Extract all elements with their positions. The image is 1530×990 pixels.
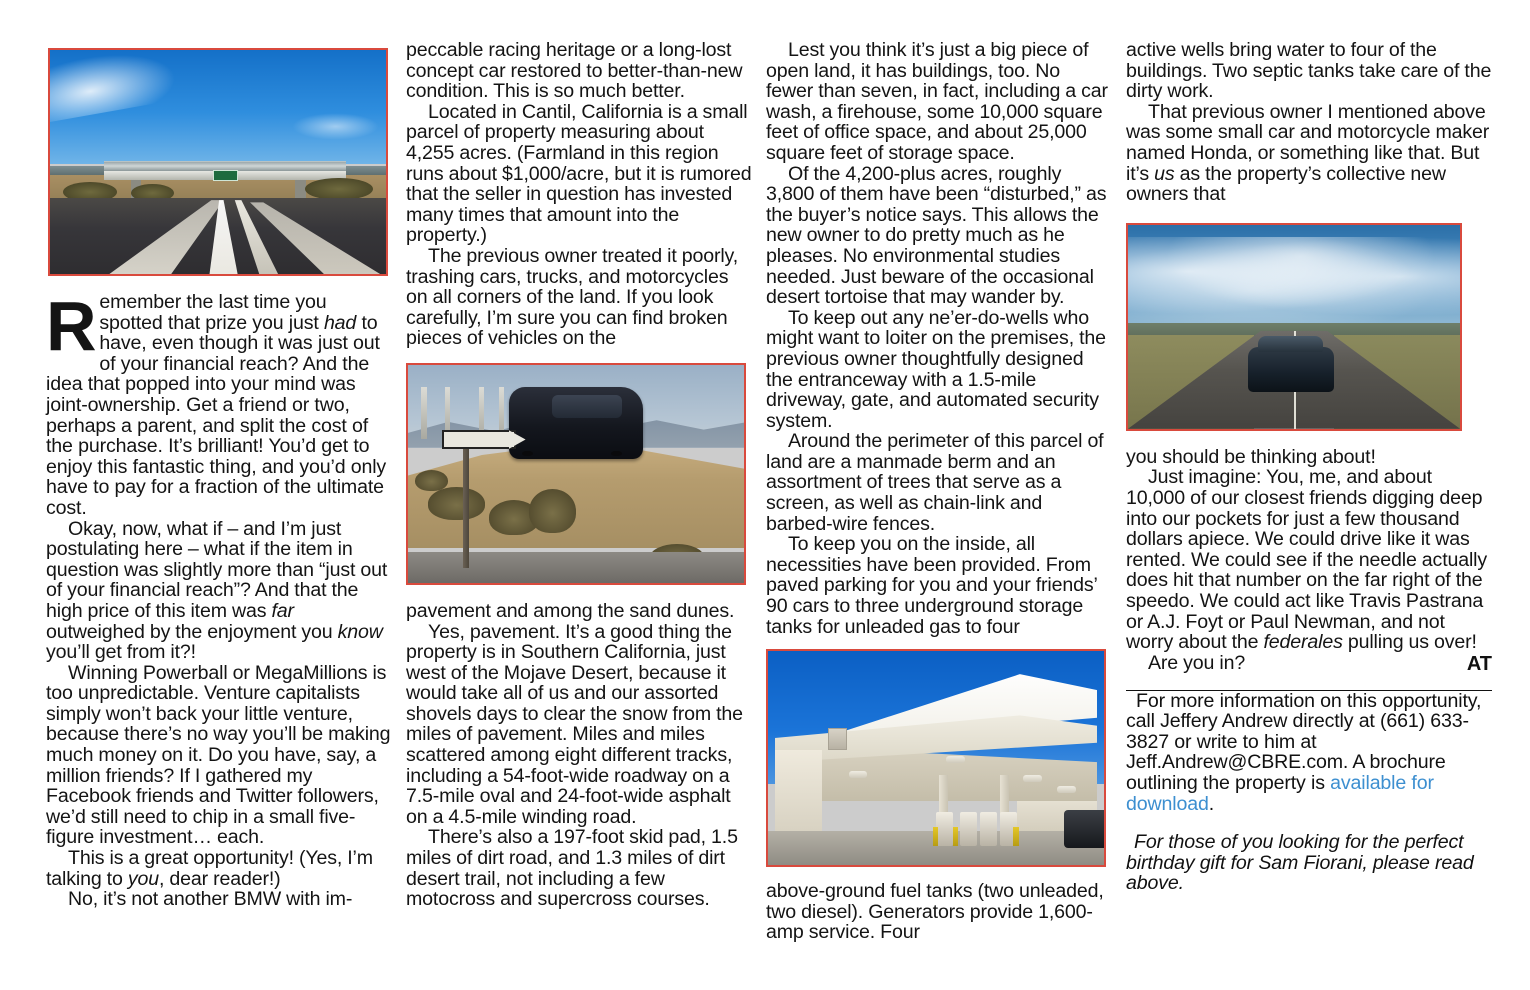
contact-period: . xyxy=(1208,792,1214,815)
paragraph: Winning Powerball or MegaMillions is too unpredictable. Venture capitalists simply won’t back your little venture, because there’s no way you’ll be making much money on it. Do you have, say, a million friends? If I gathered my Facebook friends and Twitter followers, we’d still need to chip in a small five-figure investment… each. xyxy=(46,661,391,849)
column-1 xyxy=(46,40,406,950)
fuel-pump xyxy=(960,812,977,846)
emphasis-us: us xyxy=(1154,162,1175,185)
paved-road xyxy=(408,552,744,583)
desert-bush xyxy=(529,489,576,533)
column-4 xyxy=(1126,40,1492,950)
paragraph: Just imagine: You, me, and about 10,000 of our closest friends digging deep into our pockets for just a few thousand dollars apiece. We could drive like it was rented. We could see if the needle actually does hit that number on the far right of the speedo. We could act like Travis Pastrana or A.J. Foyt or Paul Newman, and not worry about the federales pulling us over! xyxy=(1126,466,1488,654)
wheel xyxy=(522,451,533,457)
canopy-light xyxy=(1057,786,1076,793)
utility-pole xyxy=(421,387,426,439)
directional-sign xyxy=(442,430,516,449)
canopy-light xyxy=(946,756,965,763)
station-wall xyxy=(775,750,822,831)
dark-car-vehicle xyxy=(1248,347,1334,392)
emphasis-know: know xyxy=(337,620,383,643)
safety-bollard xyxy=(933,827,938,846)
editor-footer-note: For those of you looking for the perfect birthday gift for Sam Fiorani, please read above. xyxy=(1126,831,1474,895)
paragraph-final: Are you in? xyxy=(1148,651,1246,674)
contact-body: For more information on this opportunity, call Jeffery Andrew directly at (661) 633-3827 or write to him at Jeff.Andrew@CBRE.com. A brochure outlining the property is xyxy=(1126,689,1482,795)
paragraph: pavement and among the sand dunes. xyxy=(406,599,735,622)
canopy-light xyxy=(849,771,868,778)
paragraph: peccable racing heritage or a long-lost concept car restored to better-than-new condition. This is so much better. xyxy=(406,39,743,103)
emphasis-you: you xyxy=(127,867,159,890)
sign-post xyxy=(463,437,468,568)
paragraph: The previous owner treated it poorly, trashing cars, trucks, and motorcycles on all corners of the land. If you look carefully, I’m sure you can find broken pieces of vehicles on the xyxy=(406,244,739,350)
end-mark: AT xyxy=(1466,652,1492,675)
safety-bollard xyxy=(953,827,958,846)
emphasis-far: far xyxy=(271,599,294,622)
highway-overpass-photo xyxy=(48,48,388,276)
desert-brush xyxy=(305,178,372,200)
paragraph: To keep out any ne’er-do-wells who might want to loiter on the premises, the previous owner thoughtfully designed the entranceway with a 1.5-mile driveway, gate, and automated security system. xyxy=(766,306,1106,432)
desert-bush xyxy=(415,470,449,492)
cloud-cover xyxy=(1128,237,1460,323)
paragraph: you should be thinking about! xyxy=(1126,445,1376,468)
green-highway-sign xyxy=(213,170,239,181)
fuel-pump xyxy=(980,812,997,846)
contact-info-box xyxy=(1126,691,1492,815)
column-2 xyxy=(406,40,766,950)
gas-station-canopy-photo xyxy=(766,649,1106,867)
paragraph: To keep you on the inside, all necessities have been provided. From paved parking for you and your friends’ 90 cars to three underground storage tanks for unleaded gas to four xyxy=(766,533,1097,638)
dark-suv-vehicle xyxy=(509,387,643,459)
paragraph: No, it’s not another BMW with im- xyxy=(68,888,353,911)
paragraph: Yes, pavement. It’s a good thing the property is in Southern California, just west of the Mojave Desert, because it would take all of us and our assorted shovels days to clear the snow from the miles of pavement. Miles and miles scattered among eight different tracks, including a 54-foot-wide roadway on a 7.5-mile oval and 24-foot-wide asphalt on a 4.5-mile winding road. xyxy=(406,620,743,828)
drop-cap-letter: R xyxy=(46,287,97,365)
fuel-pump xyxy=(936,812,953,846)
desert-bush xyxy=(428,487,485,520)
contact-text xyxy=(1126,691,1492,815)
paragraph: Of the 4,200-plus acres, roughly 3,800 of them have been “disturbed,” as the buyer’s notice says. This allows the new owner to do pretty much as he pleases. No environmental studies needed. Just beware of the occasional desert tortoise that may wander by. xyxy=(766,162,1107,309)
paragraph: Located in Cantil, California is a small parcel of property measuring about 4,255 acres. (Farmland in this region runs about $1,000/acre, but it is rumored that the seller in question has invested many times that amount into the property.) xyxy=(406,100,752,247)
paragraph: active wells bring water to four of the buildings. Two septic tanks take care of the dirty work. xyxy=(1126,39,1492,103)
paragraph: There’s also a 197-foot skid pad, 1.5 miles of dirt road, and 1.3 miles of dirt desert trail, not including a few motocross and supercross courses. xyxy=(406,826,738,911)
paragraph: This is a great opportunity! (Yes, I’m talking to you, dear reader!) xyxy=(46,847,373,890)
parked-vehicle xyxy=(1064,810,1104,849)
paragraph: Lest you think it’s just a big piece of open land, it has buildings, too. No fewer than seven, in fact, including a car wash, a firehouse, some 10,000 square feet of office space, and about 25,000 square feet of storage space. xyxy=(766,39,1108,164)
wheel xyxy=(611,451,622,457)
column-3 xyxy=(766,40,1126,950)
paragraph: above-ground fuel tanks (two unleaded, two diesel). Generators provide 1,600-amp service. Four xyxy=(766,880,1104,944)
emphasis-had: had xyxy=(323,311,357,334)
paragraph: That previous owner I mentioned above was some small car and motorcycle maker named Honda, or something like that. But it’s us as the property’s collective new owners that xyxy=(1126,100,1490,206)
cloud-wisp-icon xyxy=(292,113,379,140)
download-brochure-link[interactable]: available for download xyxy=(1126,772,1434,815)
car-on-desert-road-photo xyxy=(1126,223,1462,431)
lead-paragraph: Remember the last time you spotted that prize you just had to have, even though it was just out of your financial reach? And the idea that popped into your mind was joint-ownership. Get a friend or two, perhaps a parent, and split the cost of the purchase. It’s brilliant! You’d get to enjoy this fantastic thing, and you’d only have to pay for a fraction of the ultimate cost. xyxy=(46,287,387,519)
paragraph: Okay, now, what if – and I’m just postulating here – what if the item in question was slightly more than “just out of your financial reach”? And that the high price of this item was far outweighed by the enjoyment you know you’ll get from it?! xyxy=(46,517,388,664)
paragraph: Around the perimeter of this parcel of land are a manmade berm and an assortment of trees that serve as a screen, as well as chain-link and barbed-wire fences. xyxy=(766,430,1104,535)
canopy-light xyxy=(1023,775,1042,782)
emphasis-federales: federales xyxy=(1263,631,1343,654)
suv-on-berm-photo xyxy=(406,363,746,585)
wall-vent xyxy=(828,728,847,749)
safety-bollard xyxy=(1013,827,1018,846)
